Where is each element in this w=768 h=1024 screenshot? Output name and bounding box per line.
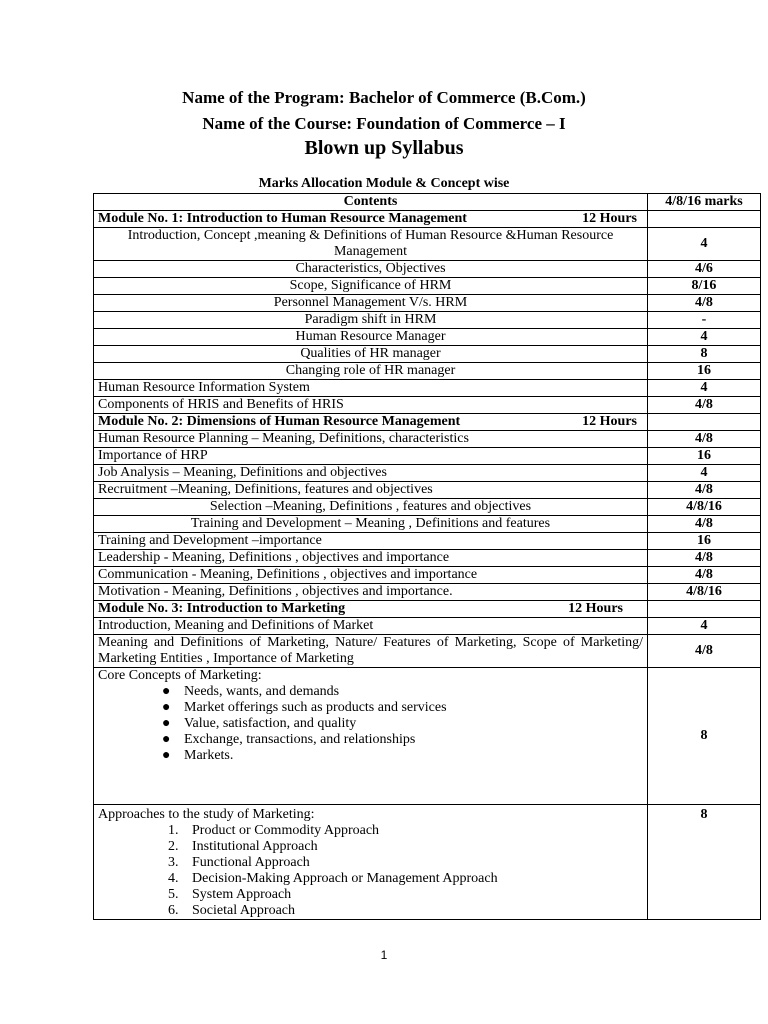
page-number: 1 (380, 948, 388, 962)
topic-cell: Introduction, Concept ,meaning & Definitions of Human Resource &Human Resource Management (94, 228, 648, 261)
module-2-cell (94, 414, 648, 431)
marks-header: 4/8/16 marks (648, 194, 761, 211)
table-row (94, 533, 761, 550)
list-number: 5. (168, 887, 179, 902)
module-3-cell (94, 601, 648, 618)
marks-cell: 4 (648, 618, 761, 635)
list-text: Functional Approach (192, 855, 310, 870)
marks-cell: 4/8 (648, 482, 761, 499)
topic-cell: Paradigm shift in HRM (94, 312, 648, 329)
list-text: System Approach (192, 887, 292, 902)
topic-cell: Personnel Management V/s. HRM (94, 295, 648, 312)
list-text: Product or Commodity Approach (192, 823, 380, 838)
topic-cell: Job Analysis – Meaning, Definitions and objectives (94, 465, 648, 482)
topic-cell: Recruitment –Meaning, Definitions, features and objectives (94, 482, 648, 499)
approaches-row (94, 805, 761, 920)
table-row (94, 363, 761, 380)
topic-cell: Components of HRIS and Benefits of HRIS (94, 397, 648, 414)
list-item (168, 855, 643, 871)
topic-cell: Changing role of HR manager (94, 363, 648, 380)
marks-cell: - (648, 312, 761, 329)
topic-cell: Human Resource Information System (94, 380, 648, 397)
topic-cell: Human Resource Planning – Meaning, Definitions, characteristics (94, 431, 648, 448)
table-header-row (94, 194, 761, 211)
module-1-hours: 12 Hours (582, 211, 637, 226)
marks-cell: 4/8/16 (648, 499, 761, 516)
list-item: ● Value, satisfaction, and quality (162, 716, 643, 732)
table-row (94, 295, 761, 312)
topic-cell: Characteristics, Objectives (94, 261, 648, 278)
list-number: 1. (168, 823, 179, 838)
topic-cell: Communication - Meaning, Definitions , objectives and importance (94, 567, 648, 584)
table-row (94, 448, 761, 465)
module-3-marks (648, 601, 761, 618)
core-concepts-heading: Core Concepts of Marketing: (98, 668, 262, 683)
core-concepts-row (94, 668, 761, 805)
module-1-marks (648, 211, 761, 228)
table-row (94, 431, 761, 448)
marks-cell: 8 (648, 668, 761, 805)
table-row (94, 329, 761, 346)
table-row (94, 618, 761, 635)
marks-cell: 16 (648, 448, 761, 465)
table-row (94, 228, 761, 261)
course-name: Name of the Course: Foundation of Commerce – I (202, 114, 566, 133)
list-text: Societal Approach (192, 903, 296, 918)
table-row (94, 499, 761, 516)
topic-cell: Importance of HRP (94, 448, 648, 465)
list-item (168, 871, 643, 887)
module-3-row (94, 601, 761, 618)
table-row (94, 278, 761, 295)
list-item: ● Exchange, transactions, and relationships (162, 732, 643, 748)
marks-cell: 4/8 (648, 516, 761, 533)
contents-header: Contents (94, 194, 648, 211)
list-item (168, 839, 643, 855)
table-row (94, 346, 761, 363)
list-number: 4. (168, 871, 179, 886)
list-item (168, 903, 643, 919)
list-item: ● Markets. (162, 748, 643, 764)
table-row (94, 516, 761, 533)
module-3-hours: 12 Hours (568, 601, 623, 616)
module-3-title: Module No. 3: Introduction to Marketing (98, 601, 346, 616)
list-item: ● Market offerings such as products and services (162, 700, 643, 716)
marks-cell: 4/8 (648, 550, 761, 567)
topic-cell: Scope, Significance of HRM (94, 278, 648, 295)
list-item: ● Needs, wants, and demands (162, 684, 643, 700)
marks-cell: 4/8 (648, 567, 761, 584)
marks-cell: 4 (648, 329, 761, 346)
topic-cell: Leadership - Meaning, Definitions , objectives and importance (94, 550, 648, 567)
table-row (94, 465, 761, 482)
table-row (94, 567, 761, 584)
topic-cell: Human Resource Manager (94, 329, 648, 346)
marks-cell: 4 (648, 228, 761, 261)
marks-cell: 4 (648, 380, 761, 397)
list-text: Institutional Approach (192, 839, 318, 854)
marks-cell: 4/8/16 (648, 584, 761, 601)
topic-cell: Qualities of HR manager (94, 346, 648, 363)
module-1-cell (94, 211, 648, 228)
table-caption: Marks Allocation Module & Concept wise (258, 176, 510, 191)
table-row (94, 550, 761, 567)
module-2-marks (648, 414, 761, 431)
list-text: Decision-Making Approach or Management Approach (192, 871, 498, 886)
topic-cell: Training and Development – Meaning , Definitions and features (94, 516, 648, 533)
table-row (94, 380, 761, 397)
list-item (168, 887, 643, 903)
approaches-list (98, 823, 643, 919)
program-name: Name of the Program: Bachelor of Commerce (B.Com.) (182, 88, 586, 107)
marks-cell: 8 (648, 805, 761, 920)
module-1-title: Module No. 1: Introduction to Human Resource Management (98, 211, 467, 226)
syllabus-table (93, 193, 761, 920)
list-number: 2. (168, 839, 179, 854)
topic-cell: Motivation - Meaning, Definitions , objectives and importance. (94, 584, 648, 601)
topic-cell: Introduction, Meaning and Definitions of Market (94, 618, 648, 635)
marks-cell: 16 (648, 363, 761, 380)
topic-cell: Selection –Meaning, Definitions , features and objectives (94, 499, 648, 516)
list-number: 6. (168, 903, 179, 918)
marks-cell: 8/16 (648, 278, 761, 295)
table-row (94, 261, 761, 278)
table-row (94, 397, 761, 414)
list-item (168, 823, 643, 839)
table-row (94, 482, 761, 499)
marks-cell: 8 (648, 346, 761, 363)
marks-cell: 4/8 (648, 635, 761, 668)
topic-cell: Meaning and Definitions of Marketing, Nature/ Features of Marketing, Scope of Marketing/ Marketing Entities , Importance of Marketing (94, 635, 648, 668)
table-row (94, 635, 761, 668)
module-2-title: Module No. 2: Dimensions of Human Resource Management (98, 414, 461, 429)
marks-cell: 4/8 (648, 295, 761, 312)
module-2-row (94, 414, 761, 431)
table-row (94, 312, 761, 329)
approaches-heading: Approaches to the study of Marketing: (98, 807, 315, 822)
approaches-cell (94, 805, 648, 920)
marks-cell: 4/8 (648, 431, 761, 448)
core-concepts-list (98, 684, 643, 764)
marks-cell: 4/6 (648, 261, 761, 278)
marks-cell: 4/8 (648, 397, 761, 414)
module-1-row (94, 211, 761, 228)
module-2-hours: 12 Hours (582, 414, 637, 429)
marks-cell: 4 (648, 465, 761, 482)
topic-cell: Training and Development –importance (94, 533, 648, 550)
core-concepts-cell (94, 668, 648, 805)
marks-cell: 16 (648, 533, 761, 550)
table-row (94, 584, 761, 601)
syllabus-title: Blown up Syllabus (304, 137, 464, 159)
list-number: 3. (168, 855, 179, 870)
